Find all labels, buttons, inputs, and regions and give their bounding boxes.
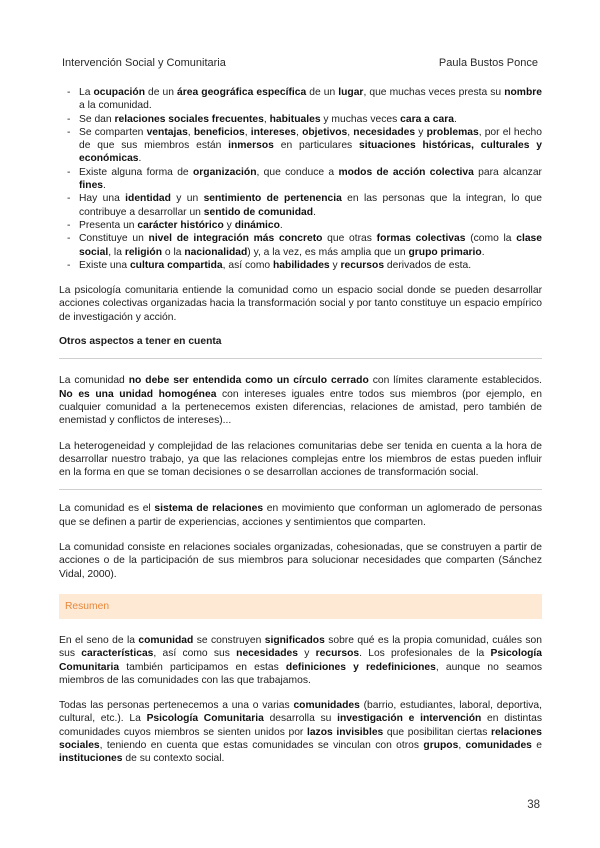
bold-term: recursos — [340, 259, 385, 271]
bold-term: relaciones sociales frecuentes — [114, 113, 264, 125]
paragraph-closed-circle: La comunidad no debe ser entendida como un círculo cerrado con límites claramente establecidos. No es una unidad homogénea con intereses iguales entre todos sus miembros (por ejemplo, en cualquier comunidad a la pertenecemos existen diferencias, relaciones de amistad, pero también de enemistad y conflictos de intereses)... — [59, 375, 542, 427]
paragraph-organized-relations: La comunidad consiste en relaciones sociales organizadas, cohesionadas, que se construyen a partir de acciones o de la participación de sus miembros para solucionar necesidades que comparten (Sánchez Vidal, 2000). — [59, 542, 542, 580]
list-item: - Se comparten ventajas, beneficios, intereses, objetivos, necesidades y problemas, por el hecho de que sus miembros están inmersos en particulares situaciones históricas, culturales y económicas. — [79, 126, 542, 166]
bold-term: problemas — [426, 126, 479, 138]
bold-term: formas colectivas — [376, 233, 466, 245]
bold-term: significados — [264, 634, 325, 646]
bold-term: sentido de comunidad — [203, 206, 314, 218]
list-item: - Presenta un carácter histórico y dinámico. — [79, 219, 542, 232]
page-header — [62, 57, 538, 69]
bold-term: intereses — [250, 126, 297, 138]
bold-term: Psicología Comunitaria — [59, 648, 542, 673]
page-content — [59, 86, 542, 766]
bold-term: lazos invisibles — [306, 726, 384, 738]
bold-term: grupos — [423, 739, 459, 751]
bold-term: Psicología Comunitaria — [146, 713, 264, 725]
bold-term: carácter histórico — [137, 219, 224, 231]
paragraph-summary-2: Todas las personas pertenecemos a una o varias comunidades (barrio, estudiantes, laboral, deportiva, cultural, etc.). La Psicología Comunitaria desarrolla su investigación e intervención en distintas comunidades cuyos miembros se sienten unidos por lazos invisibles que posibilitan ciertas relaciones sociales, teniendo en cuenta que estas comunidades se vinculan con otros grupos, comunidades e instituciones de su contexto social. — [59, 700, 542, 765]
list-item: - Constituye un nivel de integración más concreto que otras formas colectivas (como la clase social, la religión o la nacionalidad) y, a la vez, es más amplia que un grupo primario. — [79, 232, 542, 259]
bold-term: ocupación — [93, 87, 145, 98]
bold-term: comunidades — [293, 700, 360, 712]
bold-term: fines — [79, 180, 104, 192]
bold-term: sistema de relaciones — [154, 503, 264, 515]
header-course-title: Intervención Social y Comunitaria — [62, 57, 226, 69]
summary-label: Resumen — [65, 600, 110, 612]
bold-term: grupo primario — [408, 246, 482, 258]
bold-term: dinámico — [234, 219, 280, 231]
bold-term: lugar — [338, 87, 364, 98]
paragraph-intro: La psicología comunitaria entiende la comunidad como un espacio social donde se pueden desarrollar acciones colectivas organizadas hacia la transformación social y por tanto constituye un espacio empírico de investigación y acción. — [59, 285, 542, 323]
bold-term: ventajas — [146, 126, 188, 138]
bold-term: habituales — [269, 113, 321, 125]
bold-term: beneficios — [193, 126, 245, 138]
bold-term: nacionalidad — [184, 246, 248, 258]
summary-box — [59, 594, 542, 619]
bold-term: definiciones y redefiniciones — [285, 661, 436, 673]
list-item: - Existe alguna forma de organización, que conduce a modos de acción colectiva para alcanzar fines. — [79, 166, 542, 193]
bold-term: clase social — [79, 233, 543, 258]
bold-term: identidad — [125, 193, 171, 205]
bold-term: objetivos — [302, 126, 348, 138]
bold-term: comunidades — [465, 739, 532, 751]
paragraph-summary-1: En el seno de la comunidad se construyen significados sobre qué es la propia comunidad, cuáles son sus características, así como sus necesidades y recursos. Los profesionales de la Psicología Comunitaria también participamos en estas definiciones y redefiniciones, aunque no seamos miembros de las comunidades con las que trabajamos. — [59, 634, 543, 686]
bold-term: necesidades — [353, 126, 416, 138]
bold-term: investigación e intervención — [337, 713, 482, 725]
bold-term: instituciones — [59, 753, 123, 765]
divider — [59, 489, 542, 490]
list-item: - Existe una cultura compartida, así como habilidades y recursos derivados de esta. — [79, 259, 542, 272]
bold-term: recursos — [315, 648, 360, 660]
list-item: - Hay una identidad y un sentimiento de pertenencia en las personas que la integran, lo que contribuye a desarrollar un sentido de comunidad. — [79, 192, 542, 219]
bold-term: cultura compartida — [129, 259, 223, 271]
paragraph-relations-system: La comunidad es el sistema de relaciones en movimiento que conforman un aglomerado de personas que se definen a partir de experiencias, acciones y sentimientos que comparten. — [59, 503, 542, 528]
bold-term: nombre — [504, 87, 542, 98]
bold-term: habilidades — [273, 259, 330, 271]
community-features-list — [59, 86, 542, 272]
bold-term: relaciones sociales — [59, 726, 542, 751]
list-item: - Se dan relaciones sociales frecuentes, habituales y muchas veces cara a cara. — [79, 113, 542, 126]
bold-term: no debe ser entendida como un círculo cerrado — [128, 375, 369, 387]
bold-term: modos de acción colectiva — [338, 166, 474, 178]
section-heading: Otros aspectos a tener en cuenta — [59, 336, 222, 348]
paragraph-heterogeneity: La heterogeneidad y complejidad de las relaciones comunitarias debe ser tenida en cuenta a la hora de desarrollar nuestro trabajo, ya que las relaciones complejas entre los miembros de estas pueden influir en la forma en que se toman decisiones o se desarrollan acciones de transformación social. — [59, 440, 542, 479]
bold-term: área geográfica específica — [177, 87, 307, 98]
bold-term: comunidad — [138, 634, 194, 646]
bold-term: No es una unidad homogénea — [59, 388, 217, 400]
list-item: - La ocupación de un área geográfica específica de un lugar, que muchas veces presta su nombre a la comunidad. — [79, 86, 542, 113]
header-author: Paula Bustos Ponce — [438, 57, 538, 69]
bold-term: inmersos — [228, 140, 274, 152]
bold-term: características — [81, 648, 154, 660]
bold-term: organización — [192, 166, 257, 178]
bold-term: situaciones históricas, culturales y económicas — [79, 140, 542, 165]
bold-term: religión — [124, 246, 162, 258]
divider — [59, 358, 542, 359]
bold-term: necesidades — [236, 648, 298, 660]
bold-term: nivel de integración más concreto — [148, 233, 323, 245]
bold-term: sentimiento de pertenencia — [203, 193, 342, 205]
page-number: 38 — [527, 799, 540, 811]
bold-term: cara a cara — [400, 113, 454, 125]
